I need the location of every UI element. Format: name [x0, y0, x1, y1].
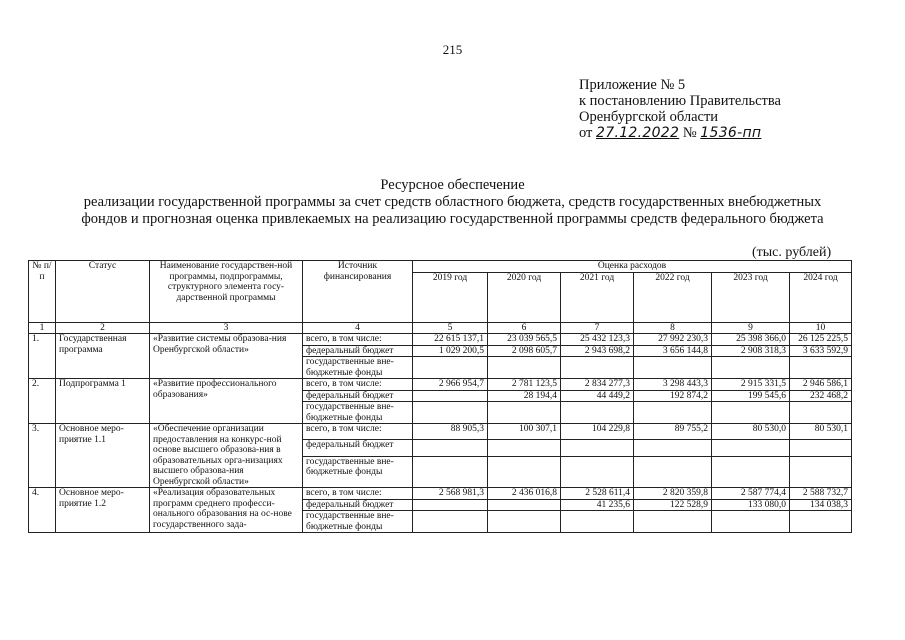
amount-cell: 88 905,3: [413, 424, 488, 440]
amount-cell: 2 908 318,3: [712, 345, 790, 357]
amount-cell: 2 943 698,2: [561, 345, 634, 357]
amount-cell: [790, 456, 852, 487]
funding-source: всего, в том числе:: [303, 424, 413, 440]
amount-cell: [413, 511, 488, 533]
amount-cell: 44 449,2: [561, 390, 634, 402]
header-year: 2020 год: [488, 272, 561, 322]
amount-cell: 134 038,3: [790, 499, 852, 511]
header-year: 2024 год: [790, 272, 852, 322]
funding-source: государственные вне-бюджетные фонды: [303, 402, 413, 424]
handwritten-date: 27.12.2022: [596, 125, 680, 141]
amount-cell: 232 468,2: [790, 390, 852, 402]
row-status: Государственная программа: [56, 334, 150, 379]
amount-cell: 28 194,4: [488, 390, 561, 402]
amount-cell: [712, 440, 790, 456]
handwritten-number: 1536-пп: [700, 125, 762, 141]
amount-cell: [790, 357, 852, 379]
amount-cell: [790, 440, 852, 456]
amount-cell: 199 545,6: [712, 390, 790, 402]
amount-cell: [488, 499, 561, 511]
amount-cell: 2 436 016,8: [488, 488, 561, 500]
amount-cell: 2 098 605,7: [488, 345, 561, 357]
table-row: [29, 379, 852, 391]
amount-cell: 41 235,6: [561, 499, 634, 511]
amount-cell: [712, 402, 790, 424]
amount-cell: [413, 357, 488, 379]
amount-cell: 2 781 123,5: [488, 379, 561, 391]
amount-cell: 22 615 137,1: [413, 334, 488, 346]
funding-source: федеральный бюджет: [303, 345, 413, 357]
row-name: «Развитие системы образова-ния Оренбургской области»: [150, 334, 303, 379]
row-name: «Обеспечение организации предоставления на конкурс-ной основе высшего образова-ния в образовательных орга-низациях высшего образова-ния Оренбургской области»: [150, 424, 303, 488]
row-number: 4.: [29, 488, 56, 533]
amount-cell: 3 298 443,3: [634, 379, 712, 391]
column-number: 1: [29, 322, 56, 334]
funding-source: всего, в том числе:: [303, 379, 413, 391]
amount-cell: 104 229,8: [561, 424, 634, 440]
amount-cell: 2 966 954,7: [413, 379, 488, 391]
column-number: 5: [413, 322, 488, 334]
amount-cell: [561, 440, 634, 456]
row-number: 1.: [29, 334, 56, 379]
amount-cell: 80 530,1: [790, 424, 852, 440]
column-number: 7: [561, 322, 634, 334]
amount-cell: 2 946 586,1: [790, 379, 852, 391]
document-title: Ресурсное обеспечение: [380, 177, 525, 193]
amount-cell: [634, 357, 712, 379]
page-number: 215: [442, 42, 463, 57]
row-status: Основное меро-приятие 1.2: [56, 488, 150, 533]
amount-cell: [488, 357, 561, 379]
amount-cell: [712, 456, 790, 487]
amount-cell: 27 992 230,3: [634, 334, 712, 346]
amount-cell: 26 125 225,5: [790, 334, 852, 346]
number-sign: №: [682, 125, 697, 141]
table-body: [29, 334, 852, 533]
table-row: [29, 334, 852, 346]
column-number: 10: [790, 322, 852, 334]
column-number: 9: [712, 322, 790, 334]
amount-cell: 2 528 611,4: [561, 488, 634, 500]
amount-cell: 2 588 732,7: [790, 488, 852, 500]
document-subtitle-line-1: реализации государственной программы за счет средств областного бюджета, средств государственных внебюджетных: [83, 194, 822, 210]
header-source: Источник финансирования: [303, 261, 413, 323]
amount-cell: [712, 357, 790, 379]
column-number: 3: [150, 322, 303, 334]
amount-cell: 2 568 981,3: [413, 488, 488, 500]
amount-cell: 80 530,0: [712, 424, 790, 440]
table-row: [29, 488, 852, 500]
row-name: «Развитие профессионального образования»: [150, 379, 303, 424]
funding-source: государственные вне-бюджетные фонды: [303, 357, 413, 379]
amount-cell: [634, 440, 712, 456]
amount-cell: [561, 511, 634, 533]
amount-cell: 100 307,1: [488, 424, 561, 440]
amount-cell: [488, 402, 561, 424]
header-year: 2023 год: [712, 272, 790, 322]
amount-cell: 1 029 200,5: [413, 345, 488, 357]
funding-source: федеральный бюджет: [303, 440, 413, 456]
amount-cell: [413, 499, 488, 511]
amount-cell: [488, 511, 561, 533]
amount-cell: 2 915 331,5: [712, 379, 790, 391]
funding-source: государственные вне-бюджетные фонды: [303, 511, 413, 533]
funding-source: государственные вне-бюджетные фонды: [303, 456, 413, 487]
header-name: Наименование государствен-ной программы, подпрограммы, структурного элемента госу-дарственной программы: [150, 261, 303, 323]
funding-source: всего, в том числе:: [303, 334, 413, 346]
funding-source: федеральный бюджет: [303, 390, 413, 402]
amount-cell: 89 755,2: [634, 424, 712, 440]
amount-cell: [712, 511, 790, 533]
appendix-line-3: Оренбургской области: [579, 109, 719, 125]
date-prefix: от: [579, 125, 593, 141]
amount-cell: 192 874,2: [634, 390, 712, 402]
amount-cell: [561, 357, 634, 379]
row-number: 2.: [29, 379, 56, 424]
amount-cell: 133 080,0: [712, 499, 790, 511]
amount-cell: [488, 456, 561, 487]
amount-cell: 2 820 359,8: [634, 488, 712, 500]
column-number-row: [29, 322, 852, 334]
amount-cell: 3 633 592,9: [790, 345, 852, 357]
header-year: 2022 год: [634, 272, 712, 322]
amount-cell: [413, 440, 488, 456]
funding-source: всего, в том числе:: [303, 488, 413, 500]
row-status: Подпрограмма 1: [56, 379, 150, 424]
amount-cell: [634, 456, 712, 487]
appendix-line-1: Приложение № 5: [579, 77, 686, 93]
amount-cell: [561, 456, 634, 487]
column-number: 6: [488, 322, 561, 334]
appendix-date-line: [579, 125, 781, 141]
header-year: 2019 год: [413, 272, 488, 322]
header-num: № п/п: [29, 261, 56, 323]
table-head: [29, 261, 852, 334]
header-year: 2021 год: [561, 272, 634, 322]
column-number: 2: [56, 322, 150, 334]
amount-cell: [790, 402, 852, 424]
amount-cell: [634, 402, 712, 424]
amount-cell: 25 398 366,0: [712, 334, 790, 346]
header-status: Статус: [56, 261, 150, 323]
column-number: 4: [303, 322, 413, 334]
appendix-line-2: к постановлению Правительства: [579, 93, 781, 109]
row-number: 3.: [29, 424, 56, 488]
amount-cell: [790, 511, 852, 533]
table-row: [29, 424, 852, 440]
header-estimate: Оценка расходов: [413, 261, 852, 273]
column-number: 8: [634, 322, 712, 334]
amount-cell: 2 587 774,4: [712, 488, 790, 500]
amount-cell: 122 528,9: [634, 499, 712, 511]
amount-cell: [413, 390, 488, 402]
appendix-block: [579, 77, 781, 141]
amount-cell: 25 432 123,3: [561, 334, 634, 346]
amount-cell: [413, 456, 488, 487]
amount-cell: 23 039 565,5: [488, 334, 561, 346]
amount-cell: [488, 440, 561, 456]
funding-source: федеральный бюджет: [303, 499, 413, 511]
row-status: Основное меро-приятие 1.1: [56, 424, 150, 488]
budget-table: [28, 260, 852, 533]
amount-cell: 2 834 277,3: [561, 379, 634, 391]
row-name: «Реализация образовательных программ среднего професси-онального образования на ос-нове государственного зада-: [150, 488, 303, 533]
amount-cell: [634, 511, 712, 533]
amount-cell: 3 656 144,8: [634, 345, 712, 357]
document-subtitle-line-2: фондов и прогнозная оценка привлекаемых на реализацию государственной программы средств федерального бюджета: [81, 211, 824, 227]
amount-cell: [561, 402, 634, 424]
units-label: (тыс. рублей): [752, 245, 832, 260]
amount-cell: [413, 402, 488, 424]
